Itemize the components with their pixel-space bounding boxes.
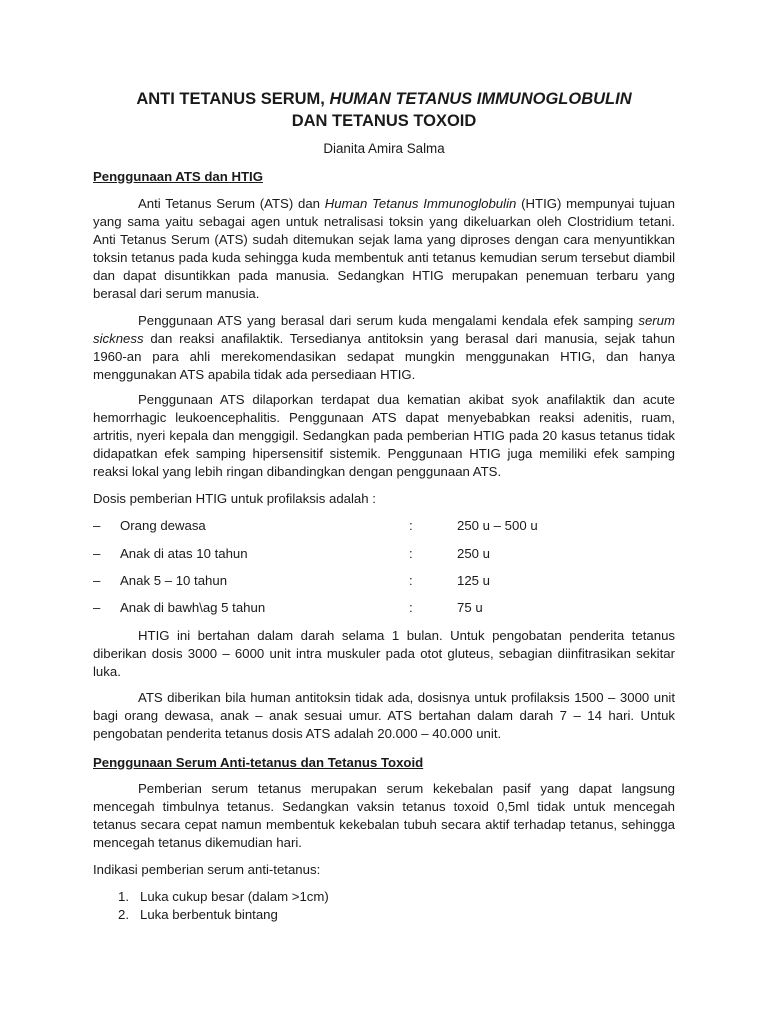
paragraph-italic-text: Human Tetanus Immunoglobulin <box>324 196 517 211</box>
dose-row <box>93 572 675 590</box>
section-heading-serum-toxoid: Penggunaan Serum Anti-tetanus dan Tetanus Toxoid <box>93 755 424 770</box>
dash-bullet: – <box>93 518 101 533</box>
title-text: ANTI TETANUS SERUM, <box>136 90 330 108</box>
paragraph-side-effects <box>93 312 675 384</box>
dash-bullet: – <box>93 600 101 615</box>
paragraph-text: Penggunaan ATS yang berasal dari serum kuda mengalami kendala efek samping <box>138 313 639 328</box>
paragraph-htig-duration: HTIG ini bertahan dalam darah selama 1 bulan. Untuk pengobatan penderita tetanus diberikan dosis 3000 – 6000 unit intra muskuler pada otot gluteus, sebagian diinfitrasikan sekitar luka. <box>93 628 675 679</box>
dose-label: Anak di bawh\ag 5 tahun <box>120 600 266 615</box>
dose-label: Orang dewasa <box>120 518 206 533</box>
title-italic-text: HUMAN TETANUS IMMUNOGLOBULIN <box>329 90 632 108</box>
author-name: Dianita Amira Salma <box>323 141 445 156</box>
paragraph-italic-text: serum sickness <box>93 313 675 346</box>
dose-value: 250 u <box>457 546 491 561</box>
dash-bullet: – <box>93 573 101 588</box>
dose-colon: : <box>409 600 413 615</box>
paragraph-passive-immunity: Pemberian serum tetanus merupakan serum kekebalan pasif yang dapat langsung mencegah timbulnya tetanus. Sedangkan vaksin tetanus toxoid 0,5ml tidak untuk mencegah tetanus secara cepat namun membentuk kekebalan tubuh secara aktif terhadap tetanus, sehingga mencegah tetanus dikemudian hari. <box>93 781 675 850</box>
list-number: 2. <box>118 907 129 922</box>
paragraph-reports: Penggunaan ATS dilaporkan terdapat dua kematian akibat syok anafilaktik dan acute hemorrhagic leukoencephalitis. Penggunaan ATS dapat menyebabkan reaksi adenitis, ruam, artritis, nyeri kepala dan menggigil. Sedangkan pada pemberian HTIG pada 20 kasus tetanus tidak didapatkan efek samping hipersensitif sistemik. Penggunaan HTIG juga memiliki efek samping reaksi lokal yang lebih ringan dibandingkan dengan penggunaan ATS. <box>93 392 675 479</box>
list-number: 1. <box>118 889 129 904</box>
title-line-2: DAN TETANUS TOXOID <box>291 112 477 130</box>
dose-colon: : <box>409 518 413 533</box>
indications-intro: Indikasi pemberian serum anti-tetanus: <box>93 862 321 877</box>
dose-row <box>93 599 675 617</box>
dose-intro: Dosis pemberian HTIG untuk profilaksis adalah : <box>93 491 376 506</box>
dose-value: 250 u – 500 u <box>457 518 538 533</box>
paragraph-text: Anti Tetanus Serum (ATS) dan <box>138 196 325 211</box>
dose-value: 75 u <box>457 600 483 615</box>
list-text: Luka cukup besar (dalam >1cm) <box>140 889 329 904</box>
dash-bullet: – <box>93 546 101 561</box>
list-text: Luka berbentuk bintang <box>140 907 278 922</box>
document-title <box>60 88 708 132</box>
dose-value: 125 u <box>457 573 491 588</box>
paragraph-ats-dose: ATS diberikan bila human antitoksin tidak ada, dosisnya untuk profilaksis 1500 – 3000 unit bagi orang dewasa, anak – anak sesuai umur. ATS bertahan dalam darah 7 – 14 hari. Untuk pengobatan penderita tetanus dosis ATS adalah 20.000 – 40.000 unit. <box>93 690 675 741</box>
dose-label: Anak di atas 10 tahun <box>120 546 248 561</box>
dose-label: Anak 5 – 10 tahun <box>120 573 228 588</box>
paragraph-text: (HTIG) mempunyai tujuan yang sama yaitu sebagai agen untuk netralisasi toksin yang dikeluarkan oleh Clostridium tetani. Anti Tetanus Serum (ATS) sudah ditemukan sejak lama yang diproses dengan cara menyuntikkan toksin tetanus pada kuda sehingga kuda membentuk anti tetanus kemudian serum tersebut diambil dan dapat disuntikkan pada manusia. Sedangkan HTIG merupakan penemuan terbaru yang berasal dari serum manusia. <box>93 196 675 301</box>
paragraph-intro <box>93 195 675 303</box>
dose-row <box>93 517 675 535</box>
dose-colon: : <box>409 546 413 561</box>
paragraph-text: dan reaksi anafilaktik. Tersedianya antitoksin yang berasal dari manusia, sejak tahun 1960-an para ahli merekomendasikan sedapat mungkin menggunakan HTIG, dan hanya menggunakan ATS apabila tidak ada persediaan HTIG. <box>93 331 675 382</box>
dose-colon: : <box>409 573 413 588</box>
section-heading-ats-htig: Penggunaan ATS dan HTIG <box>93 169 263 184</box>
dose-row <box>93 545 675 563</box>
